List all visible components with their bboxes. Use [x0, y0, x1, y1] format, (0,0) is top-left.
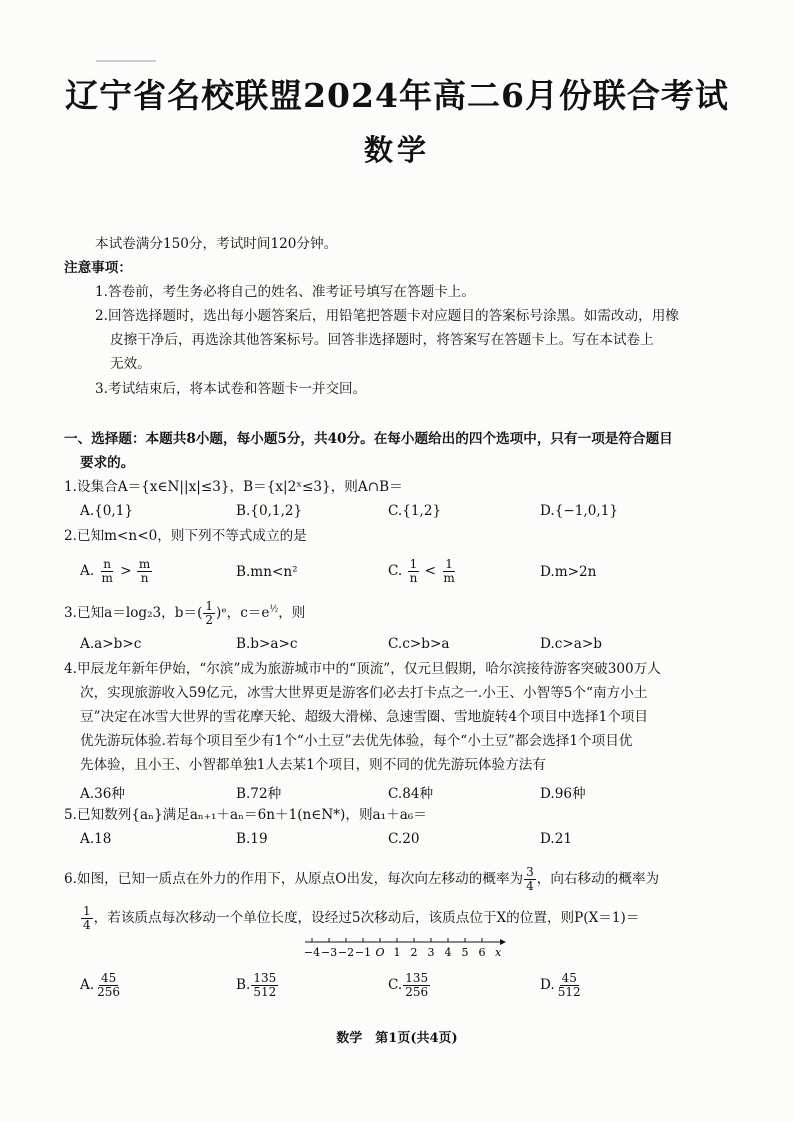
q6-d-num: 45 [561, 971, 577, 985]
q6-right-prob-num: 1 [83, 904, 91, 918]
q2-c-rel: < [424, 563, 437, 579]
q6-a-prefix: A. [80, 977, 95, 993]
number-line-tick-label: −2 [337, 946, 355, 959]
q4-option-a: A.36种 [80, 786, 126, 802]
q2-a-rel: > [120, 563, 132, 579]
note-2-cont: 皮擦干净后，再选涂其他答案标号。回答非选择题时，将答案写在答题卡上。写在本试卷上 [110, 332, 654, 348]
q3-b-frac-num: 1 [205, 599, 214, 613]
number-line-tick-label: 1 [393, 946, 401, 959]
q2-option-a [80, 558, 153, 585]
q4-option-d: D.96种 [540, 786, 586, 802]
scan-mark [96, 60, 156, 62]
number-line-figure [300, 932, 510, 964]
q1-option-a: A.{0,1} [80, 503, 134, 519]
q3-b-frac-den: 2 [205, 613, 214, 627]
q6-a-num: 45 [100, 971, 117, 985]
number-line-arrow [500, 939, 506, 945]
q3-stem-c: ，则 [278, 605, 306, 621]
q5-option-b: B.19 [236, 831, 268, 847]
q3-option-b: B.b>a>c [236, 636, 298, 652]
q6-c-den: 256 [405, 985, 429, 999]
q6-right-prob-den: 4 [83, 918, 91, 932]
q2-c-prefix: C. [388, 563, 403, 579]
q6-b-den: 512 [253, 985, 277, 999]
number-line-tick-label: 3 [427, 946, 435, 959]
q3-option-d: D.c>a>b [540, 636, 602, 652]
q2-a-frac1-num: n [103, 557, 112, 571]
q6-line-1 [64, 866, 659, 893]
q5-option-d: D.21 [540, 831, 573, 847]
q6-b-prefix: B. [236, 977, 251, 993]
q6-line-1a: 6.如图，已知一质点在外力的作用下，从原点O出发，每次向左移动的概率为 [64, 871, 524, 887]
q3-b-frac [203, 600, 215, 627]
q6-left-prob-den: 4 [526, 879, 534, 893]
q6-c-num: 135 [405, 971, 429, 985]
number-line-tick-label: −4 [303, 946, 321, 959]
number-line-tick-label: 6 [478, 946, 486, 959]
q4-line-3: 豆”决定在冰雪大世界的雪花摩天轮、超级大滑梯、急速雪圈、雪地旋转4个项目中选择1个项目 [80, 709, 648, 725]
q6-b-frac [251, 972, 278, 999]
q4-line-4: 优先游玩体验.若每个项目至少有1个“小土豆”去优先体验，每个“小土豆”都会选择1个项目优 [80, 733, 633, 749]
page-footer: 数学 第1页(共4页) [336, 1031, 458, 1046]
q2-c-frac1 [408, 558, 420, 585]
q2-a-prefix: A. [80, 563, 95, 579]
q1-option-c: C.{1,2} [388, 503, 442, 519]
q6-option-a [80, 972, 123, 999]
q3-stem-a: 3.已知a＝log₂3，b＝( [64, 605, 203, 621]
number-line-variable: x [495, 946, 502, 959]
number-line-tick-label: 2 [410, 946, 418, 959]
q2-c-frac2-num: 1 [445, 557, 453, 571]
intro-text: 本试卷满分150分，考试时间120分钟。 [95, 236, 338, 252]
q2-a-frac1-den: m [101, 571, 113, 585]
q6-b-num: 135 [253, 971, 277, 985]
q2-a-frac1 [99, 558, 114, 585]
section1-heading: 一、选择题：本题共8小题，每小题5分，共40分。在每小题给出的四个选项中，只有一项是符合题目 [64, 431, 673, 447]
number-line-tick-label: −3 [320, 946, 338, 959]
q3-c-exponent: ½ [269, 604, 279, 615]
note-2-end: 无效。 [110, 356, 151, 372]
q6-c-prefix: C. [388, 977, 403, 993]
q5-option-a: A.18 [80, 831, 112, 847]
q3-option-c: C.c>b>a [388, 636, 450, 652]
note-1: 1.答卷前，考生务必将自己的姓名、准考证号填写在答题卡上。 [95, 284, 475, 300]
q6-d-frac [556, 972, 583, 999]
q6-left-prob [524, 866, 536, 893]
q6-d-den: 512 [557, 985, 581, 999]
q3-option-a: A.a>b>c [80, 636, 142, 652]
number-line-tick-label: O [375, 946, 385, 959]
q4-option-b: B.72种 [236, 786, 282, 802]
q2-stem: 2.已知m<n<0，则下列不等式成立的是 [64, 528, 307, 544]
exam-title: 辽宁省名校联盟2024年高二6月份联合考试 [65, 76, 729, 115]
q6-option-c [388, 972, 431, 999]
notes-heading: 注意事项： [64, 260, 132, 276]
q6-d-prefix: D. [540, 977, 555, 993]
number-line-tick-label: −1 [354, 946, 372, 959]
q2-c-frac1-den: n [409, 571, 418, 585]
q5-option-c: C.20 [388, 831, 420, 847]
q2-option-d: D.m>2n [540, 564, 597, 580]
exam-subject: 数学 [363, 133, 430, 167]
q6-left-prob-num: 3 [526, 865, 534, 879]
q3-stem [64, 600, 305, 627]
q2-c-frac1-num: 1 [409, 557, 418, 571]
q3-stem-b: )ᵉ，c＝e [216, 605, 270, 621]
q2-option-b: B.mn<n² [236, 564, 298, 580]
q5-stem: 5.已知数列{aₙ}满足aₙ₊₁＋aₙ＝6n＋1(n∈N*)，则a₁＋a₆＝ [64, 807, 427, 823]
q2-a-frac2-num: m [138, 557, 151, 571]
section1-heading-cont: 要求的。 [80, 455, 135, 471]
q1-stem: 1.设集合A＝{x∈N||x|≤3}，B＝{x|2ˣ≤3}，则A∩B＝ [64, 479, 403, 495]
q4-line-5: 先体验，且小王、小智都单独1人去某1个项目，则不同的优先游玩体验方法有 [80, 757, 546, 773]
q2-a-frac2 [137, 558, 152, 585]
q4-line-1: 4.甲辰龙年新年伊始，“尔滨”成为旅游城市中的“顶流”，仅元旦假期，哈尔滨接待游客突破300万人 [64, 661, 661, 677]
q2-a-frac2-den: n [140, 571, 149, 585]
q2-c-frac2 [441, 558, 456, 585]
q6-c-frac [403, 972, 430, 999]
q6-option-b [236, 972, 279, 999]
q6-line-2-text: ，若该质点每次移动一个单位长度，设经过5次移动后，该质点位于X的位置，则P(X＝1)＝ [93, 910, 640, 926]
q6-line-1b: ，向右移动的概率为 [536, 871, 660, 887]
q6-a-frac [95, 972, 122, 999]
note-2: 2.回答选择题时，选出每小题答案后，用铅笔把答题卡对应题目的答案标号涂黑。如需改动，用橡 [95, 308, 679, 324]
q6-option-d [540, 972, 584, 999]
q2-option-c [388, 558, 458, 585]
q4-option-c: C.84种 [388, 786, 434, 802]
number-line-tick-label: 4 [444, 946, 452, 959]
note-3: 3.考试结束后，将本试卷和答题卡一并交回。 [95, 381, 367, 397]
q6-line-2 [80, 905, 639, 932]
q4-line-2: 次，实现旅游收入59亿元，冰雪大世界更是游客们必去打卡点之一.小王、小智等5个“南方小土 [80, 685, 648, 701]
q6-a-den: 256 [97, 985, 121, 999]
q1-option-d: D.{−1,0,1} [540, 503, 619, 519]
q2-c-frac2-den: m [443, 571, 455, 585]
number-line-tick-label: 5 [461, 946, 469, 959]
q1-option-b: B.{0,1,2} [236, 503, 303, 519]
q6-right-prob [81, 905, 93, 932]
